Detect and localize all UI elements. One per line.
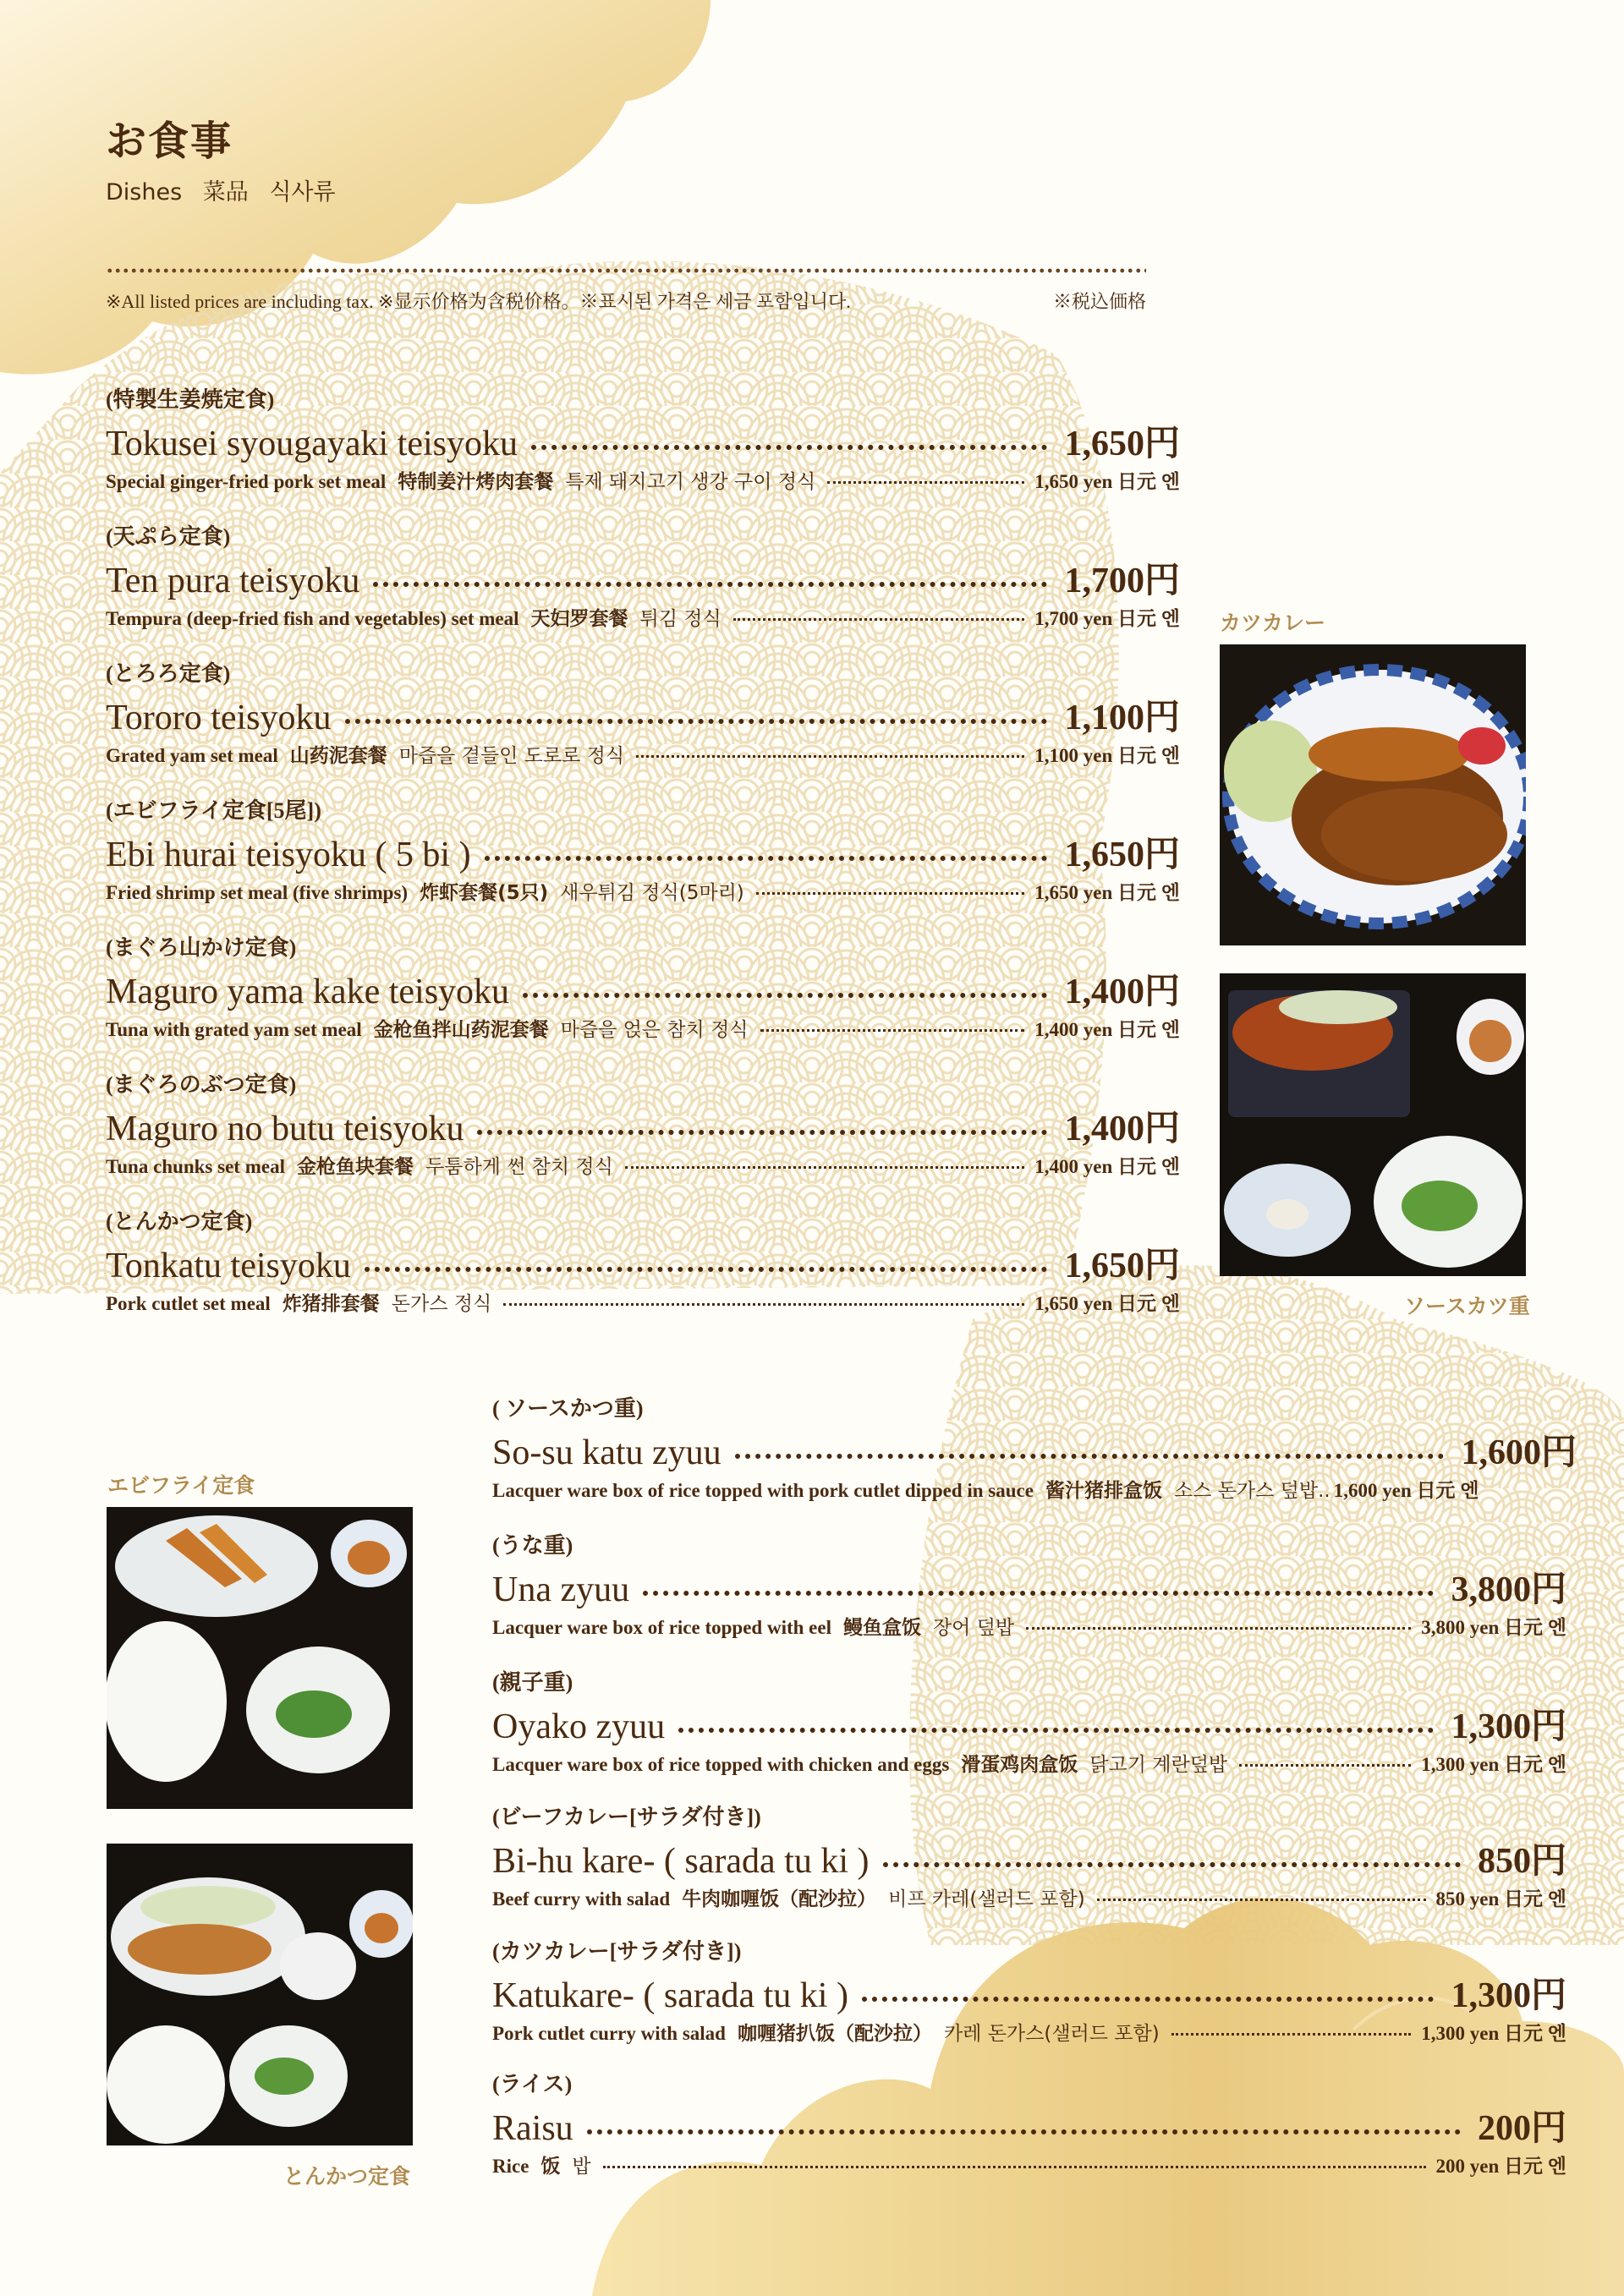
item-jp-name: (ライス) [492,2072,573,2096]
subtitle-en: Dishes [106,179,183,205]
item-zh-name: 咖喱猪扒饭（配沙拉） [737,2023,932,2045]
item-yen-price: 1,650 yen 日元 엔 [1034,1293,1180,1314]
dot-leader [883,1862,1461,1867]
item-price: 200円 [1477,2109,1566,2148]
item-ko-name: 마즙을 얹은 참치 정식 [560,1019,749,1041]
sauce-katsu-caption: ソースカツ重 [1404,1296,1530,1318]
dot-leader [735,1454,1445,1459]
item-price: 1,400円 [1064,973,1180,1011]
item-price: 1,700円 [1064,562,1180,600]
item-name: Una zyuu [492,1570,630,1609]
item-jp-name: (とんかつ定食) [106,1209,253,1234]
item-yen-price: 850 yen 日元 엔 [1435,1888,1566,1910]
menu-item [106,1070,1180,1183]
item-zh-name: 鳗鱼盒饭 [842,1617,921,1639]
menu-item [492,2069,1566,2183]
subtitle-ko: 식사류 [269,179,336,205]
tax-note [106,288,1146,314]
item-description: Lacquer ware box of rice topped with eel [492,1617,831,1638]
tonkatsu-photo [107,1844,413,2145]
item-yen-price: 3,800 yen 日元 엔 [1421,1617,1566,1638]
item-yen-price: 1,650 yen 日元 엔 [1034,471,1180,492]
item-name: Katukare- ( sarada tu ki ) [492,1976,848,2015]
item-yen-price: 1,100 yen 日元 엔 [1034,745,1180,766]
dot-leader [1171,2033,1412,2036]
item-name: Tororo teisyoku [106,699,332,737]
item-yen-price: 200 yen 日元 엔 [1435,2156,1566,2177]
page-title: お食事 [106,119,233,164]
item-zh-name: 饭 [540,2156,561,2178]
item-name: Maguro no butu teisyoku [106,1110,464,1148]
dotted-divider [106,267,1146,274]
dot-leader [1239,1764,1411,1767]
dot-leader [603,2166,1426,2168]
item-description: Rice [492,2156,529,2177]
dot-leader [345,719,1048,724]
item-description: Pork cutlet set meal [106,1293,271,1314]
dot-leader [756,892,1025,895]
menu-item [106,522,1180,635]
item-price: 1,400円 [1064,1110,1180,1148]
item-jp-name: (とろろ定食) [106,661,231,686]
item-zh-name: 炸虾套餐(5只) [420,882,549,904]
item-price: 850円 [1477,1842,1566,1881]
item-price: 1,600円 [1461,1433,1577,1472]
dot-leader [625,1166,1024,1169]
item-ko-name: 카레 돈가스(샐러드 포함) [943,2023,1160,2045]
item-yen-price: 1,600 yen 日元 엔 [1333,1480,1479,1501]
item-description: Pork cutlet curry with salad [492,2023,726,2044]
item-description: Special ginger-fried pork set meal [106,471,387,492]
dot-leader [485,856,1048,861]
dot-leader [678,1728,1434,1733]
item-description: Lacquer ware box of rice topped with chicken and eggs [492,1754,950,1775]
dot-leader [523,993,1047,998]
item-ko-name: 두툼하게 썬 참치 정식 [425,1156,613,1178]
item-ko-name: 마즙을 곁들인 도로로 정식 [398,745,625,767]
item-zh-name: 酱汁猪排盒饭 [1045,1480,1162,1502]
item-description: Tuna with grated yam set meal [106,1019,362,1040]
item-price: 1,100円 [1064,699,1180,737]
item-yen-price: 1,400 yen 日元 엔 [1034,1019,1180,1040]
item-price: 1,650円 [1064,425,1180,463]
dot-leader [636,755,1024,758]
item-name: Ebi hurai teisyoku ( 5 bi ) [106,836,471,874]
menu-item [106,933,1180,1046]
item-description: Fried shrimp set meal (five shrimps) [106,882,409,903]
item-name: Tonkatu teisyoku [106,1247,351,1285]
menu-item [106,659,1180,772]
item-yen-price: 1,700 yen 日元 엔 [1034,608,1180,629]
menu-item [492,1394,1577,1507]
dot-leader [531,445,1047,450]
item-jp-name: (うな重) [492,1533,573,1558]
item-description: Tempura (deep-fried fish and vegetables) set meal [106,608,519,629]
katsu-curry-caption: カツカレー [1220,612,1326,635]
item-price: 1,650円 [1064,1247,1180,1285]
item-ko-name: 소스 돈가스 덮밥.. [1173,1480,1330,1502]
item-name: Raisu [492,2109,573,2148]
katsu-curry-photo [1220,644,1526,945]
item-ko-name: 새우튀김 정식(5마리) [560,882,744,904]
item-zh-name: 山药泥套餐 [289,745,387,767]
dot-leader [477,1130,1047,1135]
item-price: 1,300円 [1451,1976,1566,2015]
item-name: So-su katu zyuu [492,1433,721,1472]
subtitle-zh: 菜品 [202,179,249,205]
item-ko-name: 장어 덮밥 [932,1617,1015,1639]
item-jp-name: (天ぷら定食) [106,524,231,549]
item-zh-name: 炸猪排套餐 [282,1293,380,1315]
dot-leader [733,618,1025,621]
tonkatsu-caption: とんかつ定食 [283,2166,411,2189]
item-jp-name: (エビフライ定食[5尾]) [106,798,321,823]
tax-note-multilingual: ※All listed prices are including tax. ※显示价格为含税价格。※표시된 가격은 세금 포함입니다. [106,291,851,312]
item-ko-name: 돈가스 정식 [391,1293,492,1315]
item-name: Tokusei syougayaki teisyoku [106,425,518,463]
dot-leader [862,1997,1435,2002]
menu-item [106,796,1180,909]
item-name: Ten pura teisyoku [106,562,360,600]
item-price: 3,800円 [1451,1570,1566,1609]
item-ko-name: 밥 [572,2156,591,2178]
dot-leader [1026,1627,1411,1630]
item-description: Grated yam set meal [106,745,278,766]
dot-leader [503,1303,1024,1306]
dot-leader [760,1029,1025,1032]
item-ko-name: 비프 카레(샐러드 포함) [888,1888,1085,1910]
dot-leader [365,1267,1048,1272]
item-jp-name: (カツカレー[サラダ付き]) [492,1939,742,1964]
dot-leader [643,1591,1434,1596]
item-jp-name: (まぐろのぶつ定食) [106,1072,297,1097]
item-jp-name: (特製生姜焼定食) [106,387,275,412]
tax-note-jp: ※税込価格 [1052,291,1146,312]
item-description: Tuna chunks set meal [106,1156,285,1177]
item-zh-name: 滑蛋鸡肉盒饭 [961,1754,1078,1776]
dot-leader [373,582,1047,587]
item-zh-name: 牛肉咖喱饭（配沙拉） [682,1888,877,1910]
item-yen-price: 1,400 yen 日元 엔 [1034,1156,1180,1177]
menu-item [492,1668,1566,1781]
item-price: 1,650円 [1064,836,1180,874]
dot-leader [827,481,1024,484]
item-name: Oyako zyuu [492,1707,666,1746]
item-zh-name: 金枪鱼块套餐 [296,1156,414,1178]
item-description: Beef curry with salad [492,1888,671,1910]
item-zh-name: 特制姜汁烤肉套餐 [398,471,554,493]
item-ko-name: 특제 돼지고기 생강 구이 정식 [565,471,816,493]
item-name: Maguro yama kake teisyoku [106,973,510,1011]
menu-item [106,1207,1180,1320]
menu-item [106,385,1180,498]
ebi-fry-photo [107,1507,413,1809]
item-description: Lacquer ware box of rice topped with pork cutlet dipped in sauce [492,1480,1034,1501]
dot-leader [1097,1899,1426,1901]
item-jp-name: (まぐろ山かけ定食) [106,935,297,960]
menu-item [492,1531,1566,1644]
item-price: 1,300円 [1451,1707,1566,1746]
ebi-fry-caption: エビフライ定食 [107,1475,255,1498]
item-yen-price: 1,300 yen 日元 엔 [1421,1754,1566,1775]
menu-item [492,1802,1566,1915]
item-zh-name: 天妇罗套餐 [530,608,628,630]
page-subtitle [106,173,349,206]
menu-item [492,1937,1566,2050]
item-jp-name: ( ソースかつ重) [492,1396,644,1421]
item-ko-name: 튀김 정식 [639,608,721,630]
dot-leader [587,2129,1461,2134]
sauce-katsu-photo [1220,973,1526,1276]
item-jp-name: (ビーフカレー[サラダ付き]) [492,1805,761,1829]
item-ko-name: 닭고기 계란덮밥 [1089,1754,1228,1776]
item-name: Bi-hu kare- ( sarada tu ki ) [492,1842,870,1881]
item-yen-price: 1,300 yen 日元 엔 [1421,2023,1566,2044]
item-zh-name: 金枪鱼拌山药泥套餐 [373,1019,549,1041]
item-yen-price: 1,650 yen 日元 엔 [1034,882,1180,903]
item-jp-name: (親子重) [492,1670,573,1695]
